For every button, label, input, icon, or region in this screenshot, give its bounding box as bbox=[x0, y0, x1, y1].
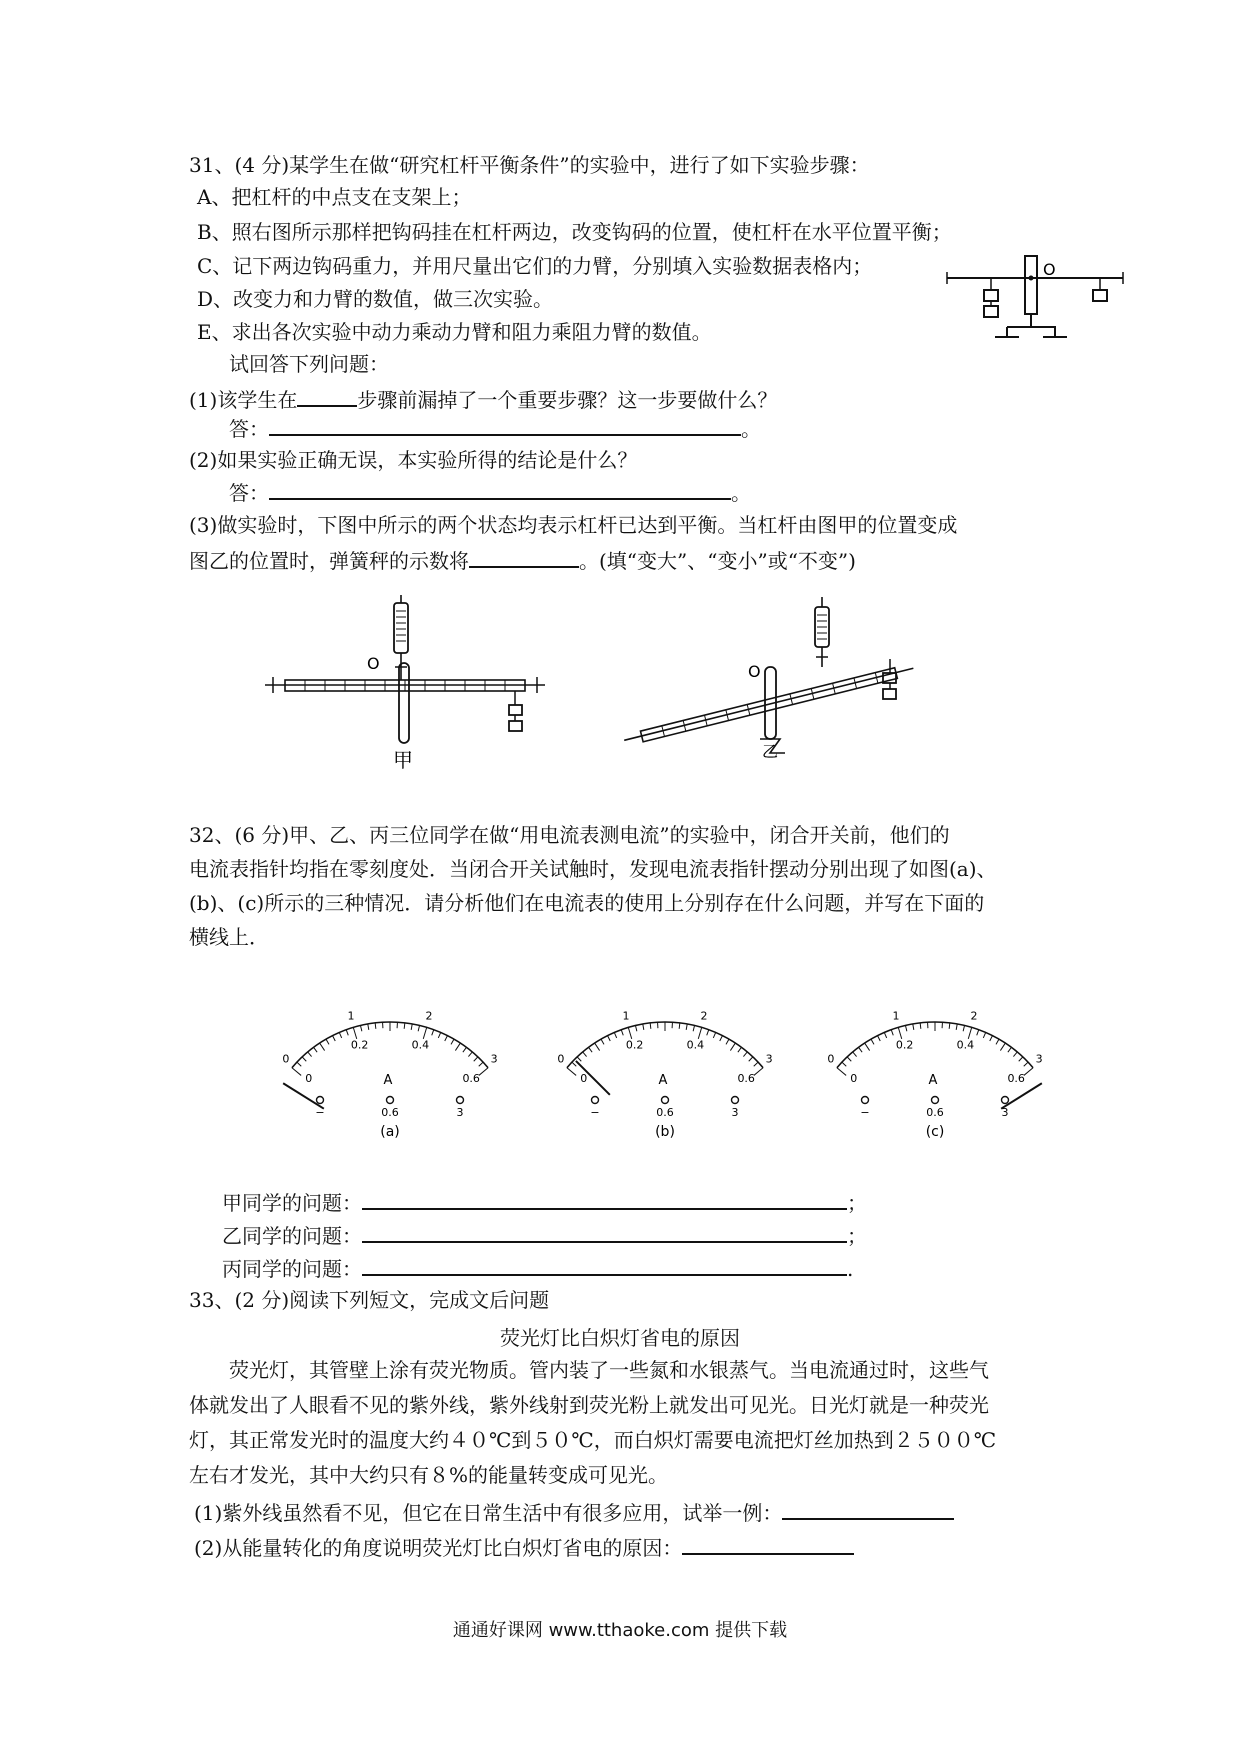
dial-tick bbox=[920, 1023, 921, 1029]
q31-question-2: (2)如果实验正确无误，本实验所得的结论是什么？ bbox=[189, 448, 638, 472]
dial-tick bbox=[320, 1043, 325, 1051]
dial-tick bbox=[884, 1032, 886, 1038]
dial-tick bbox=[949, 1023, 950, 1029]
dial-tick bbox=[871, 1039, 874, 1044]
scale-bottom-label: 0.2 bbox=[350, 1038, 369, 1052]
dial-tick bbox=[686, 1024, 687, 1030]
pivot-label-jia: O bbox=[367, 654, 380, 673]
q33-para-1: 荧光灯，其管壁上涂有荧光物质。管内装了一些氮和水银蒸气。当电流通过时，这些气 bbox=[229, 1358, 989, 1382]
q31-question-3-line1: (3)做实验时，下图中所示的两个状态均表示杠杆已达到平衡。当杠杆由图甲的位置变成 bbox=[189, 513, 958, 537]
scale-bottom-label: 0.4 bbox=[686, 1038, 705, 1052]
dial-tick bbox=[474, 1057, 478, 1061]
q33-question-2: (2)从能量转化的角度说明荧光灯比白炽灯省电的原因： bbox=[194, 1533, 854, 1560]
dial-tick bbox=[360, 1025, 361, 1031]
dial-tick bbox=[621, 1030, 623, 1036]
dial-tick bbox=[996, 1039, 999, 1044]
dial-tick bbox=[595, 1043, 600, 1051]
q33-question-1: (1)紫外线虽然看不见，但它在日常生活中有很多应用，试举一例： bbox=[194, 1498, 954, 1525]
q31-question-1: (1)该学生在 步骤前漏掉了一个重要步骤？这一步要做什么？ bbox=[189, 385, 777, 412]
dial-tick bbox=[743, 1052, 747, 1057]
dial-tick bbox=[479, 1062, 483, 1066]
scale-top-label: 1 bbox=[622, 1009, 630, 1023]
q33-para-2: 体就发出了人眼看不见的紫外线，紫外线射到荧光粉上就发出可见光。日光灯就是一种荧光 bbox=[189, 1393, 989, 1417]
dial-tick bbox=[608, 1036, 611, 1041]
dial-tick bbox=[898, 1027, 901, 1038]
q32-line-4: 横线上． bbox=[189, 925, 269, 949]
dial-tick bbox=[754, 1068, 763, 1076]
scale-bottom-label: 0.6 bbox=[462, 1071, 480, 1085]
dial-tick bbox=[438, 1032, 440, 1038]
answer-1-blank[interactable] bbox=[269, 414, 741, 436]
terminal bbox=[317, 1097, 324, 1104]
dial-tick bbox=[451, 1039, 454, 1044]
q31-answer-2: 答： 。 bbox=[229, 478, 751, 505]
answer-yi-blank[interactable] bbox=[362, 1221, 847, 1243]
dial-tick bbox=[346, 1030, 348, 1036]
q31-step-a: A、把杠杆的中点支在支架上； bbox=[197, 185, 472, 209]
uv-example-blank[interactable] bbox=[782, 1498, 954, 1520]
dial-tick bbox=[693, 1025, 694, 1031]
dial-tick bbox=[754, 1062, 758, 1066]
dial-tick bbox=[577, 1057, 581, 1061]
scale-top-label: 0 bbox=[282, 1052, 290, 1066]
terminal bbox=[862, 1097, 869, 1104]
q31-step-c: C、记下两边钩码重力，并用尺量出它们的力臂，分别填入实验数据表格内； bbox=[197, 254, 873, 278]
dial-tick bbox=[707, 1030, 709, 1036]
q31-step-d: D、改变力和力臂的数值，做三次实验。 bbox=[197, 287, 554, 311]
dial-tick bbox=[572, 1062, 576, 1066]
dial-tick bbox=[983, 1032, 985, 1038]
dial-tick bbox=[650, 1023, 651, 1029]
dial-tick bbox=[726, 1039, 729, 1044]
terminal bbox=[457, 1097, 464, 1104]
scale-top-label: 0 bbox=[827, 1052, 835, 1066]
q31-step-b: B、照右图所示那样把钩码挂在杠杆两边，改变钩码的位置，使杠杆在水平位置平衡； bbox=[197, 220, 952, 244]
q31-step-e: E、求出各次实验中动力乘动力臂和阻力乘阻力臂的数值。 bbox=[197, 320, 712, 344]
dial-tick bbox=[423, 1027, 426, 1038]
dial-tick bbox=[432, 1030, 434, 1036]
scale-top-label: 2 bbox=[970, 1009, 978, 1023]
terminal-label: 0.6 bbox=[926, 1106, 944, 1119]
scale-bottom-label: 0.4 bbox=[411, 1038, 430, 1052]
q33-heading: 荧光灯比白炽灯省电的原因 bbox=[500, 1326, 740, 1350]
scale-top-label: 3 bbox=[490, 1052, 498, 1066]
meter-caption: (b) bbox=[655, 1124, 675, 1140]
meter-caption: (a) bbox=[380, 1124, 400, 1140]
q31-question-3-line2: 图乙的位置时，弹簧秤的示数将 。(填“变大”、“变小”或“不变”) bbox=[189, 546, 856, 573]
dial-tick bbox=[297, 1062, 301, 1066]
dial-tick bbox=[308, 1052, 312, 1057]
unit-label: A bbox=[658, 1073, 668, 1088]
q33-para-4: 左右才发光，其中大约只有８%的能量转变成可见光。 bbox=[189, 1463, 669, 1487]
ammeter-a bbox=[282, 1000, 498, 1140]
terminal bbox=[932, 1097, 939, 1104]
scale-top-label: 3 bbox=[1035, 1052, 1043, 1066]
dial-tick bbox=[738, 1047, 742, 1052]
scale-top-label: 0 bbox=[557, 1052, 565, 1066]
dial-tick bbox=[326, 1039, 329, 1044]
dial-tick bbox=[679, 1023, 680, 1029]
scale-bottom-label: 0.6 bbox=[1007, 1071, 1025, 1085]
answer-bing: 丙同学的问题： . bbox=[222, 1254, 853, 1281]
dial-tick bbox=[302, 1057, 306, 1061]
dial-tick bbox=[314, 1047, 318, 1052]
answer-yi: 乙同学的问题： ； bbox=[222, 1221, 867, 1248]
terminal-label: 0.6 bbox=[656, 1106, 674, 1119]
q33-title: 33、(2 分)阅读下列短文，完成文后问题 bbox=[189, 1288, 550, 1312]
dial-tick bbox=[292, 1068, 301, 1076]
dial-tick bbox=[749, 1057, 753, 1061]
scale-bottom-label: 0 bbox=[850, 1071, 858, 1085]
dial-tick bbox=[1024, 1068, 1033, 1076]
terminal bbox=[662, 1097, 669, 1104]
q32-line-1: 32、(6 分)甲、乙、丙三位同学在做“用电流表测电流”的实验中，闭合开关前，他们的 bbox=[189, 823, 950, 847]
dial-tick bbox=[878, 1036, 881, 1041]
q32-line-2: 电流表指针均指在零刻度处．当闭合开关试触时，发现电流表指针摆动分别出现了如图(a)、 bbox=[189, 857, 997, 881]
dial-tick bbox=[720, 1036, 723, 1041]
dial-tick bbox=[601, 1039, 604, 1044]
answer-jia-blank[interactable] bbox=[362, 1188, 847, 1210]
ammeter-b bbox=[557, 1000, 773, 1140]
answer-jia: 甲同学的问题： ； bbox=[222, 1188, 867, 1215]
scale-top-label: 3 bbox=[765, 1052, 773, 1066]
dial-tick bbox=[445, 1036, 448, 1041]
answer-2-blank[interactable] bbox=[269, 478, 731, 500]
terminal-label: 3 bbox=[731, 1106, 739, 1119]
pivot-label-yi: O bbox=[748, 662, 761, 681]
scale-top-label: 1 bbox=[892, 1009, 900, 1023]
dial-tick bbox=[956, 1024, 957, 1030]
lever-figure-yi bbox=[620, 595, 920, 760]
scale-bottom-label: 0.2 bbox=[625, 1038, 644, 1052]
footer: 通通好课网 www.tthaoke.com 提供下载 bbox=[452, 1620, 788, 1641]
dial-tick bbox=[865, 1043, 870, 1051]
dial-tick bbox=[339, 1032, 341, 1038]
q31-prompt: 试回答下列问题： bbox=[229, 352, 389, 376]
lever-figure-weights bbox=[945, 245, 1125, 345]
terminal-label: − bbox=[860, 1106, 870, 1119]
dial-tick bbox=[698, 1027, 701, 1038]
dial-tick bbox=[628, 1027, 631, 1038]
needle bbox=[1001, 1083, 1042, 1108]
dial-tick bbox=[853, 1052, 857, 1057]
q31-title: 31、(4 分)某学生在做“研究杠杆平衡条件”的实验中，进行了如下实验步骤： bbox=[189, 153, 870, 177]
caption-jia: 甲 bbox=[393, 748, 413, 772]
energy-reason-blank[interactable] bbox=[682, 1533, 854, 1555]
dial-tick bbox=[589, 1047, 593, 1052]
dial-tick bbox=[333, 1036, 336, 1041]
dial-tick bbox=[643, 1024, 644, 1030]
dial-tick bbox=[1024, 1062, 1028, 1066]
dial-tick bbox=[463, 1047, 467, 1052]
ammeter-c bbox=[827, 1000, 1043, 1140]
terminal-label: − bbox=[590, 1106, 600, 1119]
dial-tick bbox=[713, 1032, 715, 1038]
terminal bbox=[732, 1097, 739, 1104]
dial-tick bbox=[614, 1032, 616, 1038]
unit-label: A bbox=[928, 1073, 938, 1088]
scale-top-label: 1 bbox=[347, 1009, 355, 1023]
dial-tick bbox=[635, 1025, 636, 1031]
dial-tick bbox=[905, 1025, 906, 1031]
dial-tick bbox=[411, 1024, 412, 1030]
scale-bottom-label: 0.2 bbox=[895, 1038, 914, 1052]
dial-tick bbox=[404, 1023, 405, 1029]
unit-label: A bbox=[383, 1073, 393, 1088]
scale-bottom-label: 0.6 bbox=[737, 1071, 755, 1085]
meter-caption: (c) bbox=[925, 1124, 945, 1140]
dial-tick bbox=[963, 1025, 964, 1031]
dial-tick bbox=[859, 1047, 863, 1052]
dial-tick bbox=[479, 1068, 488, 1076]
dial-tick bbox=[368, 1024, 369, 1030]
dial-tick bbox=[730, 1043, 735, 1051]
lever-figure-jia bbox=[265, 595, 550, 770]
dial-tick bbox=[977, 1030, 979, 1036]
dial-tick bbox=[1008, 1047, 1012, 1052]
terminal-label: 3 bbox=[456, 1106, 464, 1119]
scale-bottom-label: 0 bbox=[580, 1071, 588, 1085]
dial-tick bbox=[1000, 1043, 1005, 1051]
q31-answer-1: 答： 。 bbox=[229, 414, 761, 441]
dial-tick bbox=[891, 1030, 893, 1036]
svg-text:O: O bbox=[1043, 260, 1056, 279]
scale-bottom-label: 0 bbox=[305, 1071, 313, 1085]
dial-tick bbox=[990, 1036, 993, 1041]
dial-tick bbox=[468, 1052, 472, 1057]
terminal bbox=[387, 1097, 394, 1104]
dial-tick bbox=[1013, 1052, 1017, 1057]
caption-yi: 乙 bbox=[762, 742, 779, 761]
dial-tick bbox=[842, 1062, 846, 1066]
spring-scale-blank[interactable] bbox=[469, 546, 579, 568]
dial-tick bbox=[455, 1043, 460, 1051]
dial-tick bbox=[567, 1068, 576, 1076]
terminal-label: 3 bbox=[1001, 1106, 1009, 1119]
dial-tick bbox=[837, 1068, 846, 1076]
step-blank[interactable] bbox=[297, 385, 357, 407]
dial-tick bbox=[583, 1052, 587, 1057]
dial-tick bbox=[847, 1057, 851, 1061]
dial-tick bbox=[418, 1025, 419, 1031]
dial-tick bbox=[1019, 1057, 1023, 1061]
scale-top-label: 2 bbox=[425, 1009, 433, 1023]
terminal bbox=[1002, 1097, 1009, 1104]
dial-tick bbox=[353, 1027, 356, 1038]
dial-tick bbox=[375, 1023, 376, 1029]
dial-tick bbox=[968, 1027, 971, 1038]
needle bbox=[283, 1083, 324, 1108]
q33-para-3: 灯，其正常发光时的温度大约４０℃到５０℃，而白炽灯需要电流把灯丝加热到２５００℃ bbox=[189, 1428, 997, 1452]
answer-bing-blank[interactable] bbox=[362, 1254, 847, 1276]
terminal-label: 0.6 bbox=[381, 1106, 399, 1119]
terminal-label: − bbox=[315, 1106, 325, 1119]
scale-top-label: 2 bbox=[700, 1009, 708, 1023]
q32-line-3: (b)、(c)所示的三种情况．请分析他们在电流表的使用上分别存在什么问题，并写在下面的 bbox=[189, 891, 985, 915]
dial-tick bbox=[913, 1024, 914, 1030]
scale-bottom-label: 0.4 bbox=[956, 1038, 975, 1052]
terminal bbox=[592, 1097, 599, 1104]
